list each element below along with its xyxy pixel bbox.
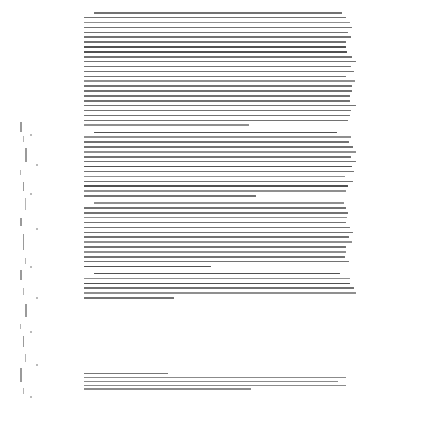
margin-mark (20, 122, 22, 132)
text-line (84, 195, 256, 197)
text-line (84, 217, 347, 219)
margin-mark (23, 288, 24, 295)
text-line (84, 207, 346, 209)
text-line (84, 236, 349, 238)
text-line (84, 105, 356, 107)
text-line (84, 120, 348, 122)
text-line (84, 261, 349, 263)
page-body-text (84, 12, 356, 420)
text-line (84, 66, 351, 68)
margin-dot (30, 396, 32, 398)
text-line (94, 12, 342, 14)
margin-dot (30, 134, 32, 136)
margin-annotations (20, 118, 48, 408)
footnote-separator (84, 373, 168, 374)
margin-dot (36, 364, 38, 366)
text-line (84, 146, 353, 148)
margin-mark (23, 234, 25, 250)
text-line (84, 95, 350, 97)
text-line (84, 27, 352, 29)
footnotes (84, 377, 354, 392)
text-line (84, 166, 352, 168)
text-line (84, 80, 355, 82)
text-line (84, 176, 345, 178)
paragraph (84, 273, 356, 302)
text-line (84, 61, 356, 63)
text-line (84, 287, 354, 289)
paragraph (84, 12, 356, 129)
margin-mark (25, 354, 26, 362)
text-line (84, 76, 346, 78)
text-line (84, 278, 350, 280)
text-line (84, 41, 346, 43)
text-line (84, 85, 352, 87)
text-line (84, 151, 356, 153)
margin-dot (36, 228, 38, 230)
text-line (84, 136, 351, 138)
margin-mark (23, 388, 24, 394)
text-line (84, 32, 348, 34)
footnote-line (84, 385, 346, 386)
text-line (84, 266, 211, 268)
text-line (84, 124, 249, 126)
margin-dot (36, 164, 38, 166)
footnote-line (84, 381, 338, 382)
text-line (84, 212, 348, 214)
text-line (94, 202, 344, 204)
text-line (84, 161, 356, 163)
text-line (84, 36, 351, 38)
margin-dot (30, 266, 32, 268)
text-line (84, 181, 353, 183)
text-line (84, 190, 346, 192)
footnote-line (84, 388, 251, 389)
margin-dot (30, 193, 32, 195)
text-line (84, 297, 174, 299)
text-line (84, 46, 346, 48)
margin-mark (20, 270, 22, 280)
margin-mark (20, 218, 22, 226)
text-line (84, 246, 346, 248)
text-line (84, 71, 354, 73)
text-line (84, 56, 352, 58)
text-line (84, 185, 348, 187)
text-line (84, 256, 345, 258)
margin-mark (20, 368, 22, 382)
text-line (94, 273, 340, 275)
text-line (84, 90, 352, 92)
margin-mark (20, 170, 21, 175)
margin-mark (25, 258, 26, 264)
text-line (84, 51, 347, 53)
margin-mark (25, 198, 26, 210)
margin-mark (23, 182, 25, 191)
text-line (84, 141, 349, 143)
text-line (84, 156, 351, 158)
margin-mark (25, 304, 27, 317)
text-line (84, 110, 351, 112)
margin-mark (23, 336, 25, 347)
text-line (84, 115, 350, 117)
margin-mark (23, 136, 24, 142)
text-line (84, 227, 350, 229)
margin-dot (36, 297, 38, 299)
text-line (84, 171, 354, 173)
text-line (84, 232, 353, 234)
text-line (84, 251, 346, 253)
footnote-line (84, 377, 346, 378)
margin-mark (25, 148, 27, 162)
paragraph (84, 132, 356, 200)
text-line (84, 241, 352, 243)
margin-dot (30, 331, 32, 333)
text-line (84, 22, 350, 24)
text-line (84, 100, 350, 102)
text-line (84, 283, 350, 285)
text-line (84, 292, 356, 294)
paragraph (84, 202, 356, 270)
text-line (84, 17, 346, 19)
margin-mark (20, 324, 21, 329)
text-line (84, 222, 346, 224)
text-line (94, 132, 337, 134)
